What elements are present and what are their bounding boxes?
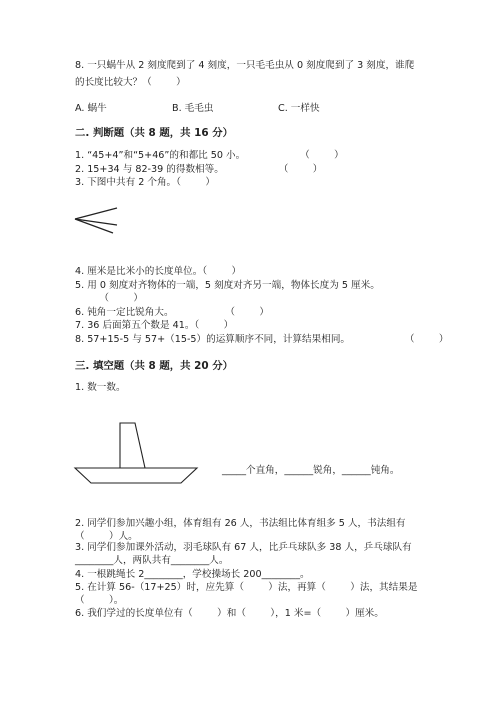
judge-item-5-cont: （ ） bbox=[75, 293, 143, 304]
fill-item-5-cont: （ ）。 bbox=[75, 595, 124, 606]
fill-item-6: 6. 我们学过的长度单位有（ ）和（ ），1 米=（ ）厘米。 bbox=[75, 608, 384, 619]
hull-shape bbox=[75, 468, 197, 483]
fill-item-1: 1. 数一数。 bbox=[75, 382, 126, 393]
judge-item-1: 1. “45+4”和“5+46”的和都比 50 小。 （ ） bbox=[75, 150, 344, 161]
section-3-heading: 三. 填空题（共 8 题，共 20 分） bbox=[75, 360, 234, 372]
judge-item-2: 2. 15+34 与 82-39 的得数相等。 （ ） bbox=[75, 164, 323, 175]
q8-option-a: A. 蜗牛 bbox=[75, 103, 107, 114]
angle-figure bbox=[75, 205, 125, 235]
fill-item-3: 3. 同学们参加课外活动，羽毛球队有 67 人，比乒乓球队多 38 人，乒乓球队有 bbox=[75, 542, 412, 553]
judge-item-7: 7. 36 后面第五个数是 41。（ ） bbox=[75, 320, 234, 331]
fill-item-5: 5. 在计算 56-（17+25）时，应先算（ ）法，再算（ ）法，其结果是 bbox=[75, 582, 418, 593]
sailboat-figure bbox=[75, 420, 205, 490]
fill-item-4: 4. 一根跳绳长 2________，学校操场长 200________。 bbox=[75, 569, 310, 580]
q8-option-b: B. 毛毛虫 bbox=[172, 103, 214, 114]
judge-item-3: 3. 下图中共有 2 个角。（ ） bbox=[75, 177, 215, 188]
angle-ray-upper bbox=[75, 208, 117, 219]
judge-item-6: 6. 钝角一定比锐角大。 （ ） bbox=[75, 307, 269, 318]
angle-ray-middle bbox=[75, 219, 117, 225]
q8-line-2: 的长度比较大？（ ） bbox=[75, 77, 186, 88]
sail-shape bbox=[120, 423, 145, 468]
fill-item-1-blanks: _____个直角，______锐角，______钝角。 bbox=[222, 465, 400, 476]
angle-ray-lower bbox=[75, 219, 113, 233]
q8-line-1: 8. 一只蜗牛从 2 刻度爬到了 4 刻度，一只毛毛虫从 0 刻度爬到了 3 刻度，谁爬 bbox=[75, 60, 415, 71]
section-2-heading: 二. 判断题（共 8 题，共 16 分） bbox=[75, 127, 234, 139]
fill-item-2: 2. 同学们参加兴趣小组，体育组有 26 人，书法组比体育组多 5 人，书法组有 bbox=[75, 518, 406, 529]
fill-item-2-cont: （ ）人。 bbox=[75, 531, 138, 542]
judge-item-4: 4. 厘米是比米小的长度单位。（ ） bbox=[75, 266, 242, 277]
judge-item-8: 8. 57+15-5 与 57+（15-5）的运算顺序不同，计算结果相同。 （ ） bbox=[75, 334, 449, 345]
q8-option-c: C. 一样快 bbox=[278, 103, 320, 114]
fill-item-3-cont: ________人，两队共有________人。 bbox=[75, 555, 229, 566]
judge-item-5: 5. 用 0 刻度对齐物体的一端，5 刻度对齐另一端，物体长度为 5 厘米。 bbox=[75, 280, 380, 291]
